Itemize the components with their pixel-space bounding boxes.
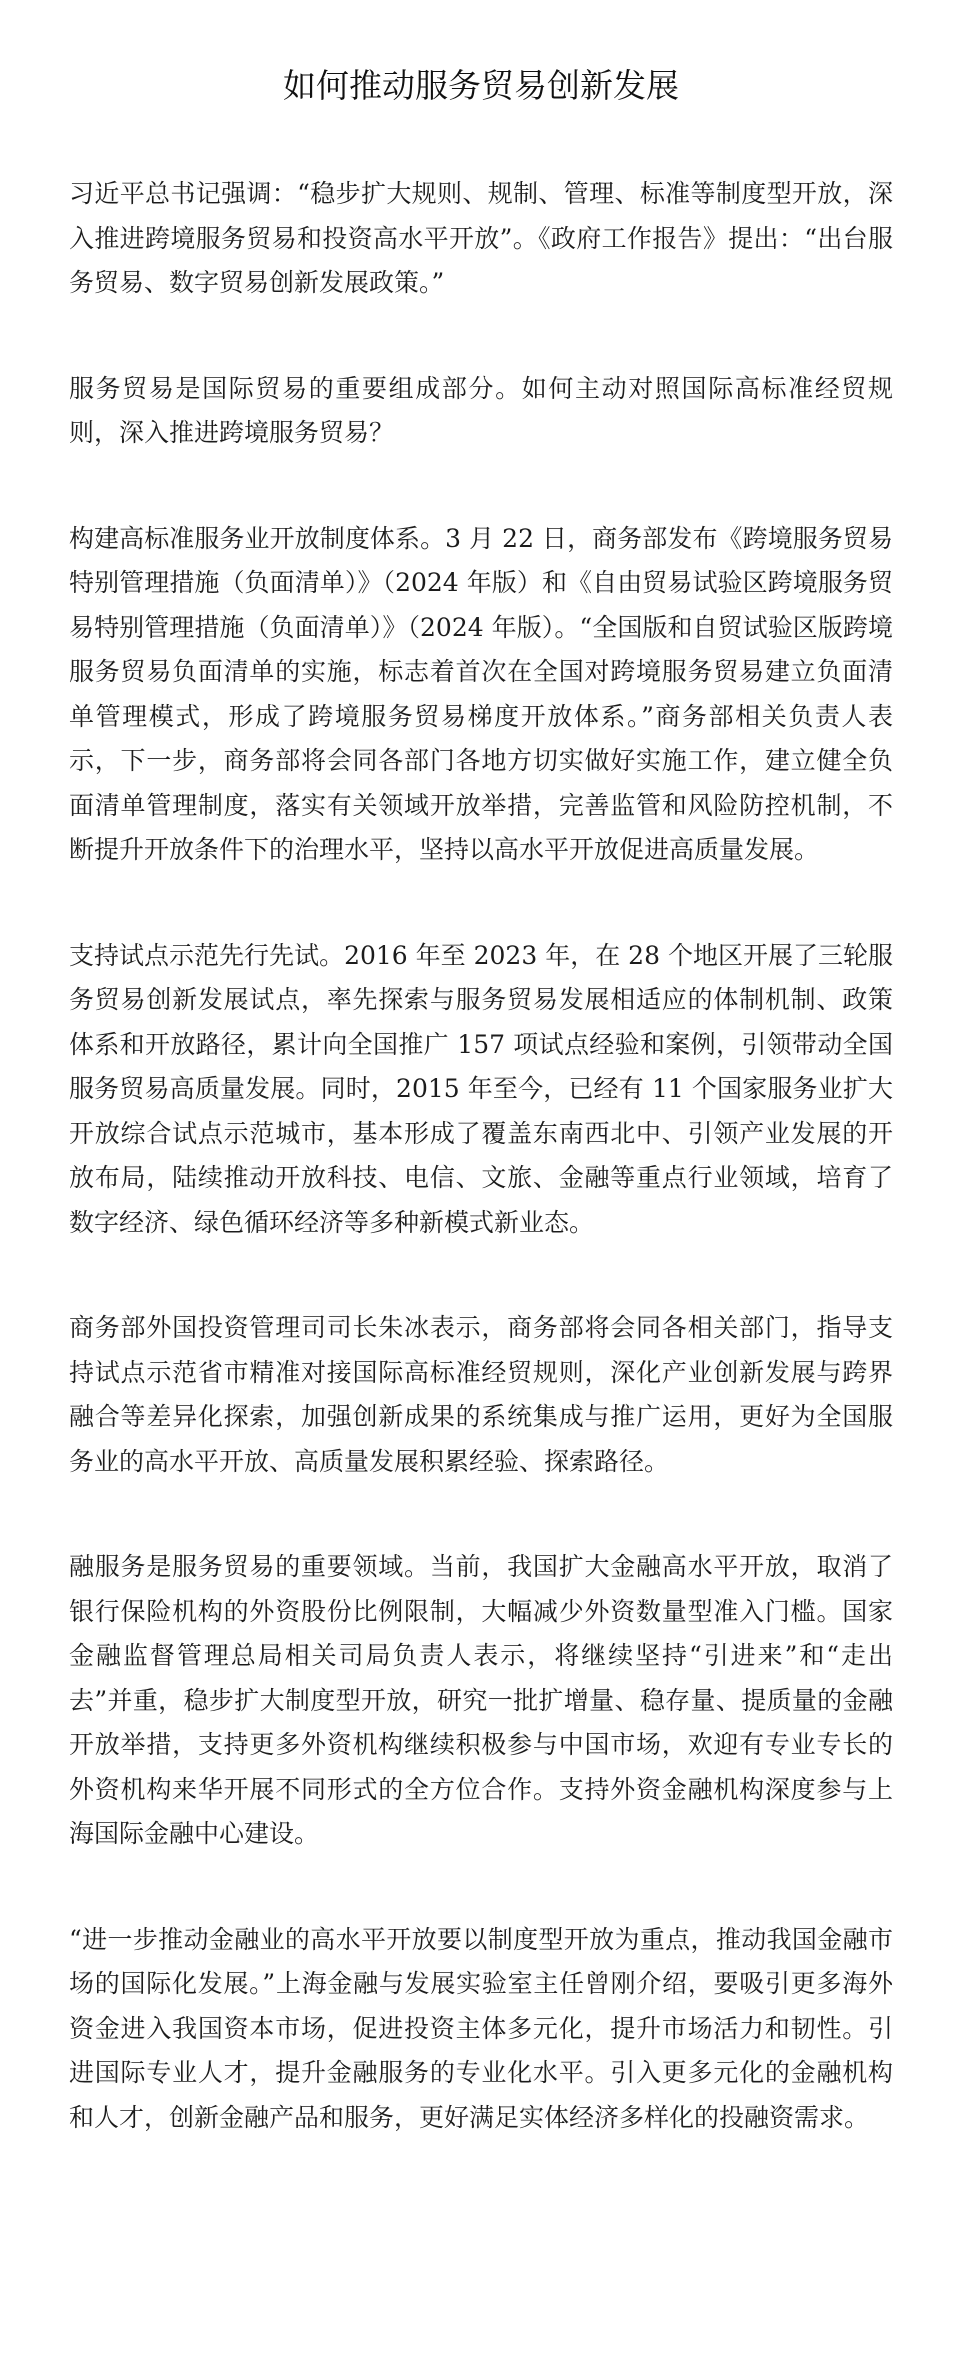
paragraph-6: 融服务是服务贸易的重要领域。当前，我国扩大金融高水平开放，取消了银行保险机构的外资股份比例限制，大幅减少外资数量型准入门槛。国家金融监督管理总局相关司局负责人表示，将继续坚持“引进来”和“走出去”并重，稳步扩大制度型开放，研究一批扩增量、稳存量、提质量的金融开放举措，支持更多外资机构继续积极参与中国市场，欢迎有专业专长的外资机构来华开展不同形式的全方位合作。支持外资金融机构深度参与上海国际金融中心建设。 <box>69 1552 893 1848</box>
article-body <box>69 172 893 2140</box>
paragraph-2: 服务贸易是国际贸易的重要组成部分。如何主动对照国际高标准经贸规则，深入推进跨境服务贸易？ <box>69 373 893 447</box>
paragraph-5: 商务部外国投资管理司司长朱冰表示，商务部将会同各相关部门，指导支持试点示范省市精准对接国际高标准经贸规则，深化产业创新发展与跨界融合等差异化探索，加强创新成果的系统集成与推广运用，更好为全国服务业的高水平开放、高质量发展积累经验、探索路径。 <box>69 1313 893 1476</box>
article-title: 如何推动服务贸易创新发展 <box>283 66 679 105</box>
paragraph-3: 构建高标准服务业开放制度体系。3 月 22 日，商务部发布《跨境服务贸易特别管理措施（负面清单）》（2024 年版）和《自由贸易试验区跨境服务贸易特别管理措施（负面清单）》（2024 年版）。“全国版和自贸试验区版跨境服务贸易负面清单的实施，标志着首次在全国对跨境服务贸易建立负面清单管理模式，形成了跨境服务贸易梯度开放体系。”商务部相关负责人表示，下一步，商务部将会同各部门各地方切实做好实施工作，建立健全负面清单管理制度，落实有关领域开放举措，完善监管和风险防控机制，不断提升开放条件下的治理水平，坚持以高水平开放促进高质量发展。 <box>69 523 893 864</box>
paragraph-4: 支持试点示范先行先试。2016 年至 2023 年，在 28 个地区开展了三轮服务贸易创新发展试点，率先探索与服务贸易发展相适应的体制机制、政策体系和开放路径，累计向全国推广 157 项试点经验和案例，引领带动全国服务贸易高质量发展。同时，2015 年至今，已经有 11 个国家服务业扩大开放综合试点示范城市，基本形成了覆盖东南西北中、引领产业发展的开放布局，陆续推动开放科技、电信、文旅、金融等重点行业领域，培育了数字经济、绿色循环经济等多种新模式新业态。 <box>69 940 893 1237</box>
paragraph-1: 习近平总书记强调：“稳步扩大规则、规制、管理、标准等制度型开放，深入推进跨境服务贸易和投资高水平开放”。《政府工作报告》提出：“出台服务贸易、数字贸易创新发展政策。” <box>69 179 893 297</box>
paragraph-7: “进一步推动金融业的高水平开放要以制度型开放为重点，推动我国金融市场的国际化发展。”上海金融与发展实验室主任曾刚介绍，要吸引更多海外资金进入我国资本市场，促进投资主体多元化，提升市场活力和韧性。引进国际专业人才，提升金融服务的专业化水平。引入更多元化的金融机构和人才，创新金融产品和服务，更好满足实体经济多样化的投融资需求。 <box>69 1924 893 2132</box>
